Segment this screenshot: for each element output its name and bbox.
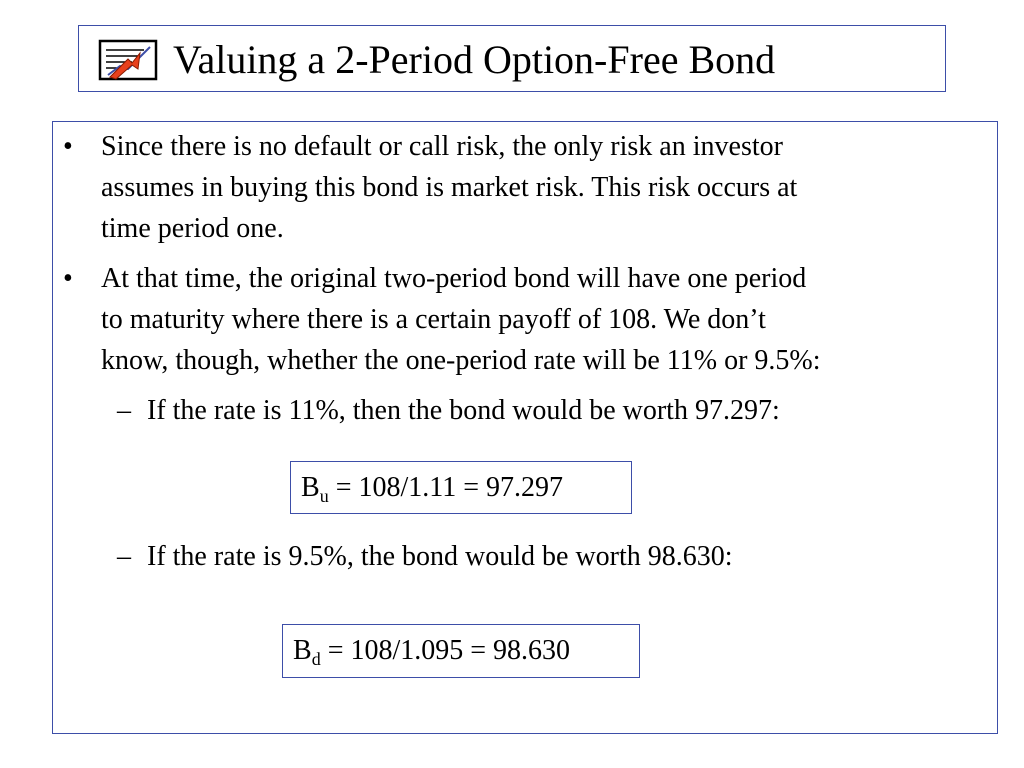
bullet-item-2 [63,258,981,381]
bullet-item-1 [63,126,981,249]
bullet-2-line-1: At that time, the original two-period bond will have one period [101,263,807,294]
formula-box-down [282,624,640,678]
formula-expression: = 108/1.11 = 97.297 [328,472,564,503]
formula-symbol: B [293,635,312,666]
bullet-2-line-2: to maturity where there is a certain payoff of 108. We don’t [101,304,766,335]
dash-marker: – [117,395,131,426]
sub-bullet-item-2 [117,536,733,577]
formula-box-up [290,461,632,514]
bullet-2-line-3: know, though, whether the one-period rate will be 11% or 9.5%: [101,345,821,376]
bullet-marker: • [63,263,73,294]
bullet-1-line-1: Since there is no default or call risk, the only risk an investor [101,131,783,162]
sub-bullet-1-text: If the rate is 11%, then the bond would be worth 97.297: [147,395,780,426]
formula-expression: = 108/1.095 = 98.630 [320,635,571,666]
bullet-1-line-3: time period one. [101,213,284,244]
rising-chart-icon [98,39,158,81]
sub-bullet-2-text: If the rate is 9.5%, the bond would be worth 98.630: [147,541,733,572]
formula-subscript: u [319,486,329,506]
dash-marker: – [117,541,131,572]
formula-symbol: B [301,472,320,503]
content-box [52,121,998,734]
page-title: Valuing a 2-Period Option-Free Bond [173,37,776,82]
title-box [78,25,946,92]
bullet-1-line-2: assumes in buying this bond is market risk. This risk occurs at [101,172,798,203]
sub-bullet-item-1 [117,390,780,431]
formula-subscript: d [311,649,321,669]
bullet-marker: • [63,131,73,162]
